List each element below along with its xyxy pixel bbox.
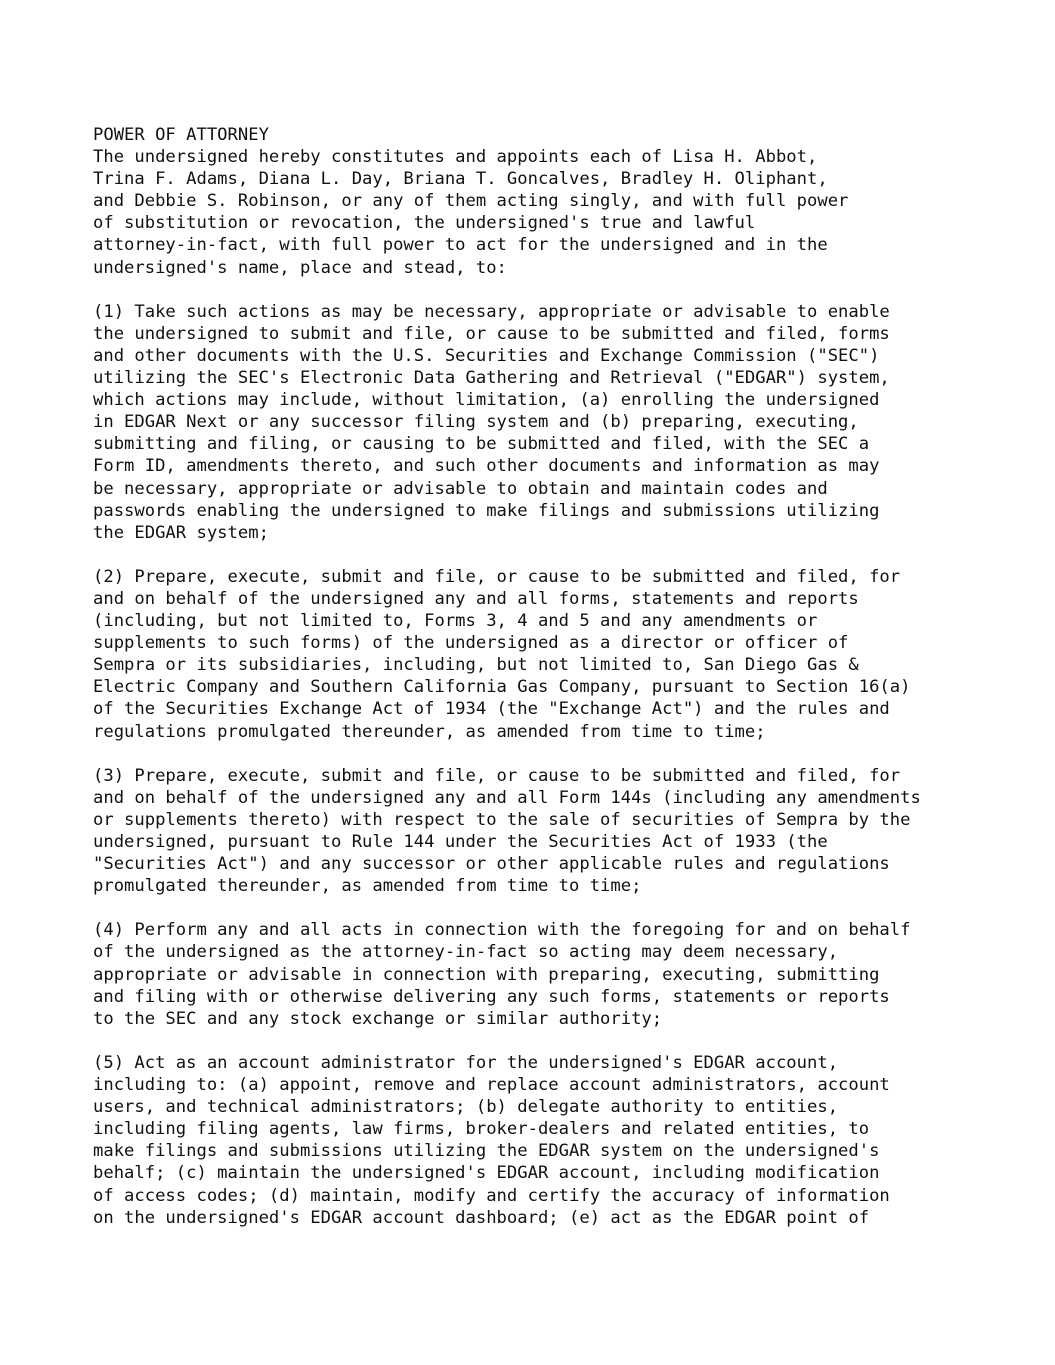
- clause-1-line: (1) Take such actions as may be necessary, appropriate or advisable to enable: [93, 301, 890, 322]
- clause-2-paragraph: [93, 566, 993, 743]
- document-body: [93, 124, 993, 1229]
- clause-5-line: of access codes; (d) maintain, modify and certify the accuracy of information: [93, 1185, 890, 1206]
- clause-4-line: appropriate or advisable in connection with preparing, executing, submitting: [93, 964, 880, 985]
- paragraph-gap: [93, 279, 993, 301]
- paragraph-gap: [93, 544, 993, 566]
- clause-5-line: behalf; (c) maintain the undersigned's EDGAR account, including modification: [93, 1163, 880, 1184]
- clause-4-line: and filing with or otherwise delivering any such forms, statements or reports: [93, 986, 890, 1007]
- clause-1-line: the EDGAR system;: [93, 522, 269, 543]
- clause-3-line: undersigned, pursuant to Rule 144 under the Securities Act of 1933 (the: [93, 832, 828, 852]
- clause-5-line: (5) Act as an account administrator for the undersigned's EDGAR account,: [93, 1052, 839, 1073]
- clause-1-line: Form ID, amendments thereto, and such other documents and information as may: [93, 456, 880, 477]
- clause-5-line: on the undersigned's EDGAR account dashboard; (e) act as the EDGAR point of: [93, 1207, 870, 1228]
- clause-1-line: the undersigned to submit and file, or cause to be submitted and filed, forms: [93, 323, 890, 344]
- clause-5-line: users, and technical administrators; (b) delegate authority to entities,: [93, 1097, 839, 1118]
- clause-4-paragraph: [93, 919, 993, 1029]
- paragraph-gap: [93, 743, 993, 765]
- clause-2-line: and on behalf of the undersigned any and all forms, statements and reports: [93, 588, 859, 609]
- clause-1-line: which actions may include, without limitation, (a) enrolling the undersigned: [93, 390, 880, 411]
- clause-5-line: including to: (a) appoint, remove and replace account administrators, account: [93, 1075, 890, 1096]
- clause-1-line: be necessary, appropriate or advisable to obtain and maintain codes and: [93, 478, 828, 499]
- intro-line: undersigned's name, place and stead, to:: [93, 257, 507, 278]
- clause-4-line: (4) Perform any and all acts in connection with the foregoing for and on behalf: [93, 920, 911, 941]
- document-title: POWER OF ATTORNEY: [93, 125, 269, 145]
- clause-1-line: and other documents with the U.S. Securities and Exchange Commission ("SEC"): [93, 345, 880, 366]
- clause-4-line: of the undersigned as the attorney-in-fact so acting may deem necessary,: [93, 942, 839, 963]
- clause-1-line: in EDGAR Next or any successor filing system and (b) preparing, executing,: [93, 412, 859, 433]
- intro-line: and Debbie S. Robinson, or any of them acting singly, and with full power: [93, 191, 849, 212]
- clause-5-line: including filing agents, law firms, broker-dealers and related entities, to: [93, 1119, 870, 1140]
- clause-3-line: promulgated thereunder, as amended from time to time;: [93, 876, 642, 897]
- clause-1-line: submitting and filing, or causing to be submitted and filed, with the SEC a: [93, 434, 870, 455]
- clause-1-line: passwords enabling the undersigned to make filings and submissions utilizing: [93, 500, 880, 521]
- clause-2-line: Electric Company and Southern California Gas Company, pursuant to Section 16(a): [93, 677, 911, 698]
- clause-3-line: or supplements thereto) with respect to the sale of securities of Sempra by the: [93, 809, 911, 830]
- clause-2-line: Sempra or its subsidiaries, including, but not limited to, San Diego Gas &: [93, 655, 859, 676]
- clause-3-line: "Securities Act") and any successor or other applicable rules and regulations: [93, 854, 890, 875]
- clause-1-line: utilizing the SEC's Electronic Data Gathering and Retrieval ("EDGAR") system,: [93, 368, 890, 389]
- clause-3-line: (3) Prepare, execute, submit and file, or cause to be submitted and filed, for: [93, 765, 901, 786]
- clause-2-line: of the Securities Exchange Act of 1934 (the "Exchange Act") and the rules and: [93, 699, 890, 720]
- paragraph-gap: [93, 897, 993, 919]
- clause-5-paragraph: [93, 1052, 993, 1229]
- paragraph-gap: [93, 1030, 993, 1052]
- intro-paragraph: [93, 146, 993, 279]
- clause-1-paragraph: [93, 301, 993, 544]
- clause-2-line: (including, but not limited to, Forms 3, 4 and 5 and any amendments or: [93, 611, 818, 632]
- intro-line: The undersigned hereby constitutes and appoints each of Lisa H. Abbot,: [93, 147, 818, 168]
- intro-line: of substitution or revocation, the undersigned's true and lawful: [93, 213, 756, 234]
- clause-5-line: make filings and submissions utilizing the EDGAR system on the undersigned's: [93, 1141, 880, 1162]
- intro-line: attorney-in-fact, with full power to act for the undersigned and in the: [93, 235, 828, 256]
- clause-2-line: supplements to such forms) of the undersigned as a director or officer of: [93, 633, 849, 654]
- clause-2-line: regulations promulgated thereunder, as amended from time to time;: [93, 721, 766, 742]
- clause-3-line: and on behalf of the undersigned any and all Form 144s (including any amendments: [93, 787, 921, 808]
- intro-line: Trina F. Adams, Diana L. Day, Briana T. Goncalves, Bradley H. Oliphant,: [93, 169, 828, 190]
- clause-4-line: to the SEC and any stock exchange or similar authority;: [93, 1008, 663, 1029]
- clause-3-paragraph: [93, 765, 993, 898]
- clause-2-line: (2) Prepare, execute, submit and file, or cause to be submitted and filed, for: [93, 566, 901, 587]
